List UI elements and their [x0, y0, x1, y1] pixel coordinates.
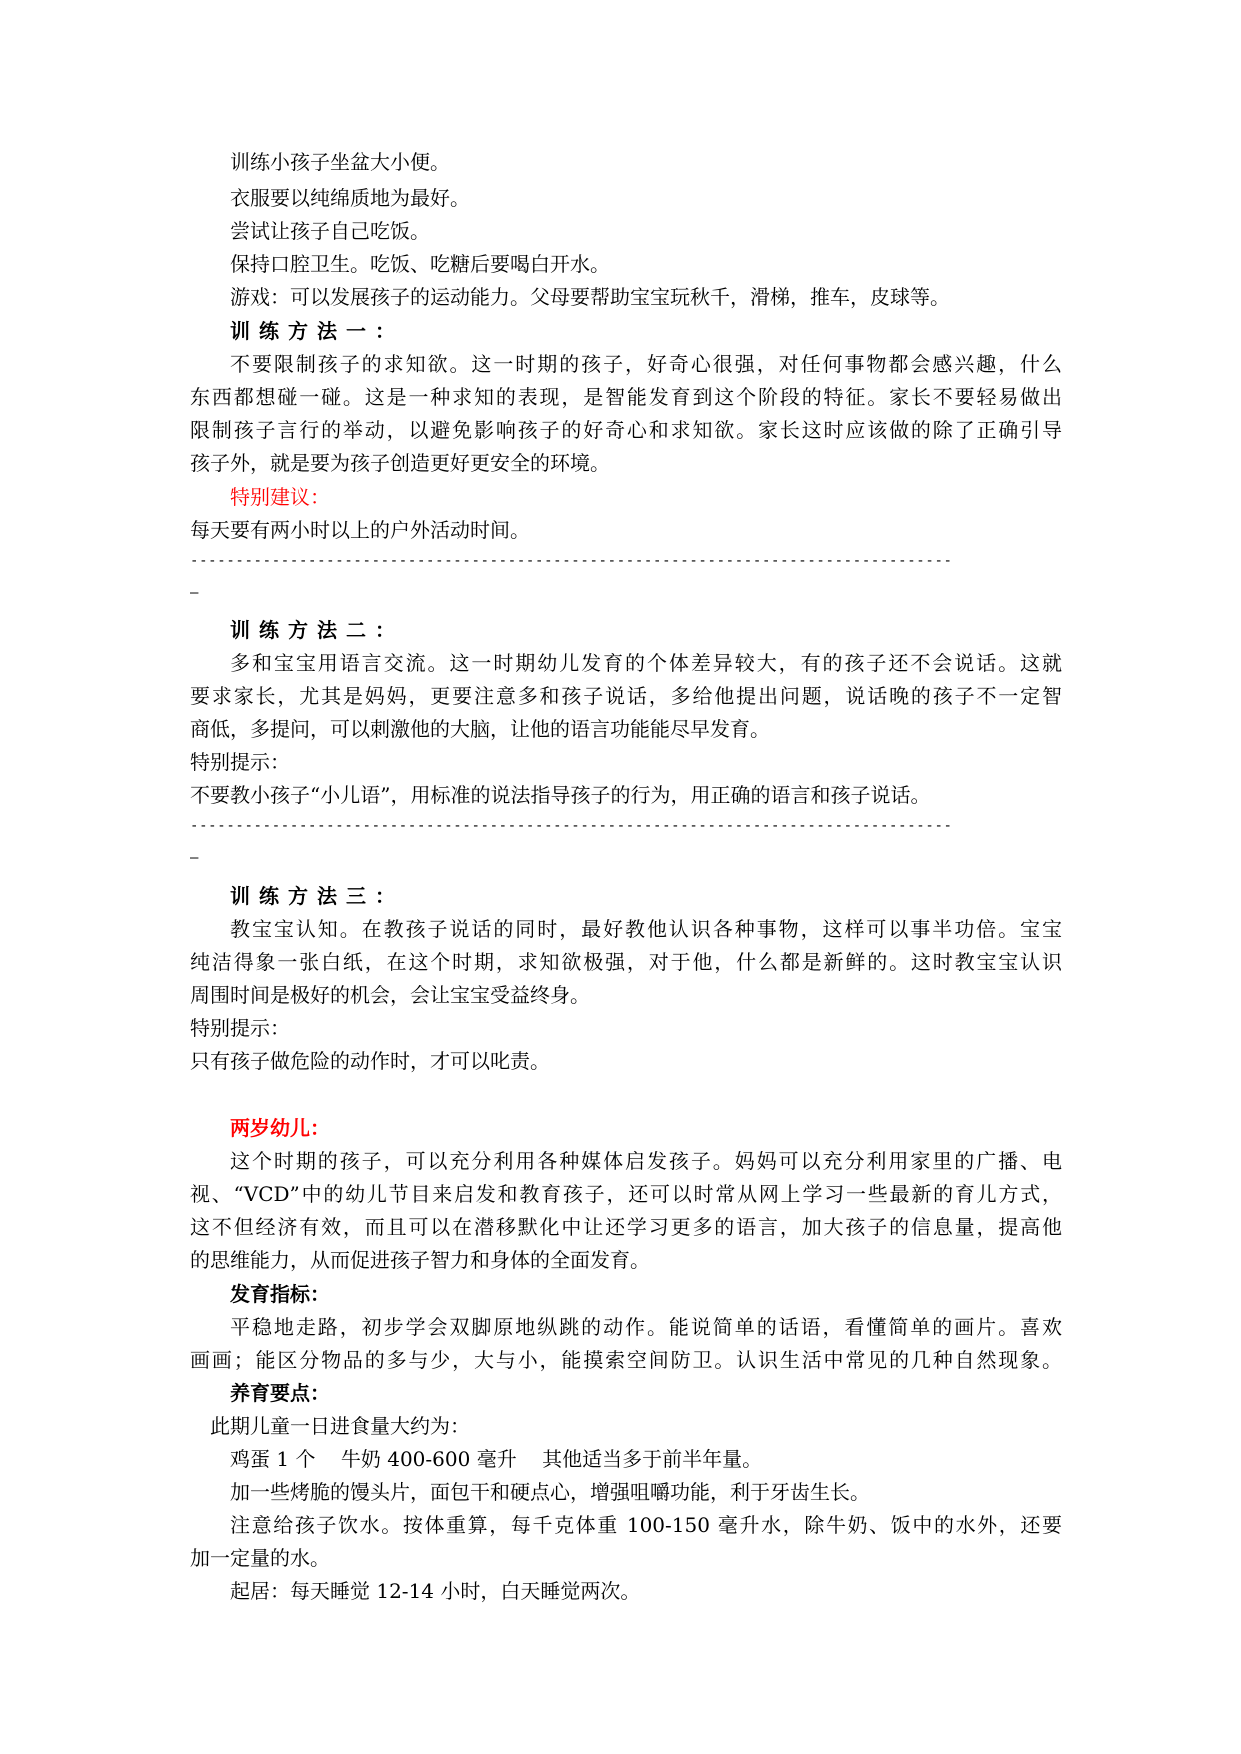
method3-tip-label: 特别提示：: [190, 1016, 290, 1040]
method1-heading: 训练方法一：: [230, 319, 404, 343]
method2-tip-label: 特别提示：: [190, 750, 290, 774]
method2-heading: 训练方法二：: [230, 618, 404, 642]
two-year-intro-line: 视、“VCD”中的幼儿节目来启发和教育孩子，还可以时常从网上学习一些最新的育儿方式，: [190, 1182, 1062, 1206]
care-line: 起居：每天睡觉 12-14 小时，白天睡觉两次。: [230, 1579, 641, 1603]
method1-tip-text: 每天要有两小时以上的户外活动时间。: [190, 518, 530, 542]
care-line: 鸡蛋 1 个 牛奶 400-600 毫升 其他适当多于前半年量。: [230, 1447, 763, 1471]
method2-body-line: 商低，多提问，可以刺激他的大脑，让他的语言功能能尽早发育。: [190, 717, 770, 741]
dashed-separator: ------------------------------------------------------------------------------------: [190, 553, 953, 569]
method2-tip-text: 不要教小孩子“小儿语”，用标准的说法指导孩子的行为，用正确的语言和孩子说话。: [190, 783, 931, 807]
method1-body-line: 孩子外，就是要为孩子创造更好更安全的环境。: [190, 451, 610, 475]
development-label: 发育指标：: [230, 1282, 330, 1306]
care-line: 加一些烤脆的馒头片，面包干和硬点心，增强咀嚼功能，利于牙齿生长。: [230, 1480, 870, 1504]
two-year-intro-line: 这不但经济有效，而且可以在潜移默化中让还学习更多的语言，加大孩子的信息量，提高他: [190, 1215, 1062, 1239]
development-text-line: 画画；能区分物品的多与少，大与小，能摸索空间防卫。认识生活中常见的几种自然现象。: [190, 1348, 1062, 1372]
method1-body-line: 限制孩子言行的举动，以避免影响孩子的好奇心和求知欲。家长这时应该做的除了正确引导: [190, 418, 1062, 442]
care-line: 注意给孩子饮水。按体重算，每千克体重 100-150 毫升水，除牛奶、饭中的水外，还要: [230, 1513, 1062, 1537]
method3-body-line: 教宝宝认知。在教孩子说话的同时，最好教他认识各种事物，这样可以事半功倍。宝宝: [230, 917, 1062, 941]
intro-line: 尝试让孩子自己吃饭。: [230, 219, 430, 243]
method2-body-line: 多和宝宝用语言交流。这一时期幼儿发育的个体差异较大，有的孩子还不会说话。这就: [230, 651, 1062, 675]
method1-body-line: 不要限制孩子的求知欲。这一时期的孩子，好奇心很强，对任何事物都会感兴趣，什么: [230, 352, 1062, 376]
method3-heading: 训练方法三：: [230, 884, 404, 908]
intro-line: 游戏：可以发展孩子的运动能力。父母要帮助宝宝玩秋千，滑梯，推车，皮球等。: [230, 285, 950, 309]
care-line: 加一定量的水。: [190, 1546, 330, 1570]
method3-tip-text: 只有孩子做危险的动作时，才可以叱责。: [190, 1049, 550, 1073]
method1-tip-label: 特别建议：: [230, 485, 330, 509]
intro-line: 训练小孩子坐盆大小便。: [230, 150, 450, 174]
separator-tail: –: [190, 850, 199, 866]
method2-body-line: 要求家长，尤其是妈妈，更要注意多和孩子说话，多给他提出问题，说话晚的孩子不一定智: [190, 684, 1062, 708]
two-year-intro-line: 这个时期的孩子，可以充分利用各种媒体启发孩子。妈妈可以充分利用家里的广播、电: [230, 1149, 1062, 1173]
two-year-intro-line: 的思维能力，从而促进孩子智力和身体的全面发育。: [190, 1248, 650, 1272]
method1-body-line: 东西都想碰一碰。这是一种求知的表现，是智能发育到这个阶段的特征。家长不要轻易做出: [190, 385, 1062, 409]
separator-tail: –: [190, 585, 199, 601]
dashed-separator: ------------------------------------------------------------------------------------: [190, 818, 953, 834]
intro-line: 衣服要以纯绵质地为最好。: [230, 186, 470, 210]
method3-body-line: 周围时间是极好的机会，会让宝宝受益终身。: [190, 983, 590, 1007]
two-year-title: 两岁幼儿：: [230, 1116, 330, 1140]
development-text-line: 平稳地走路，初步学会双脚原地纵跳的动作。能说简单的话语，看懂简单的画片。喜欢: [230, 1315, 1062, 1339]
care-line: 此期儿童一日进食量大约为：: [210, 1414, 470, 1438]
intro-line: 保持口腔卫生。吃饭、吃糖后要喝白开水。: [230, 252, 610, 276]
method3-body-line: 纯洁得象一张白纸，在这个时期，求知欲极强，对于他，什么都是新鲜的。这时教宝宝认识: [190, 950, 1062, 974]
care-label: 养育要点：: [230, 1381, 330, 1405]
